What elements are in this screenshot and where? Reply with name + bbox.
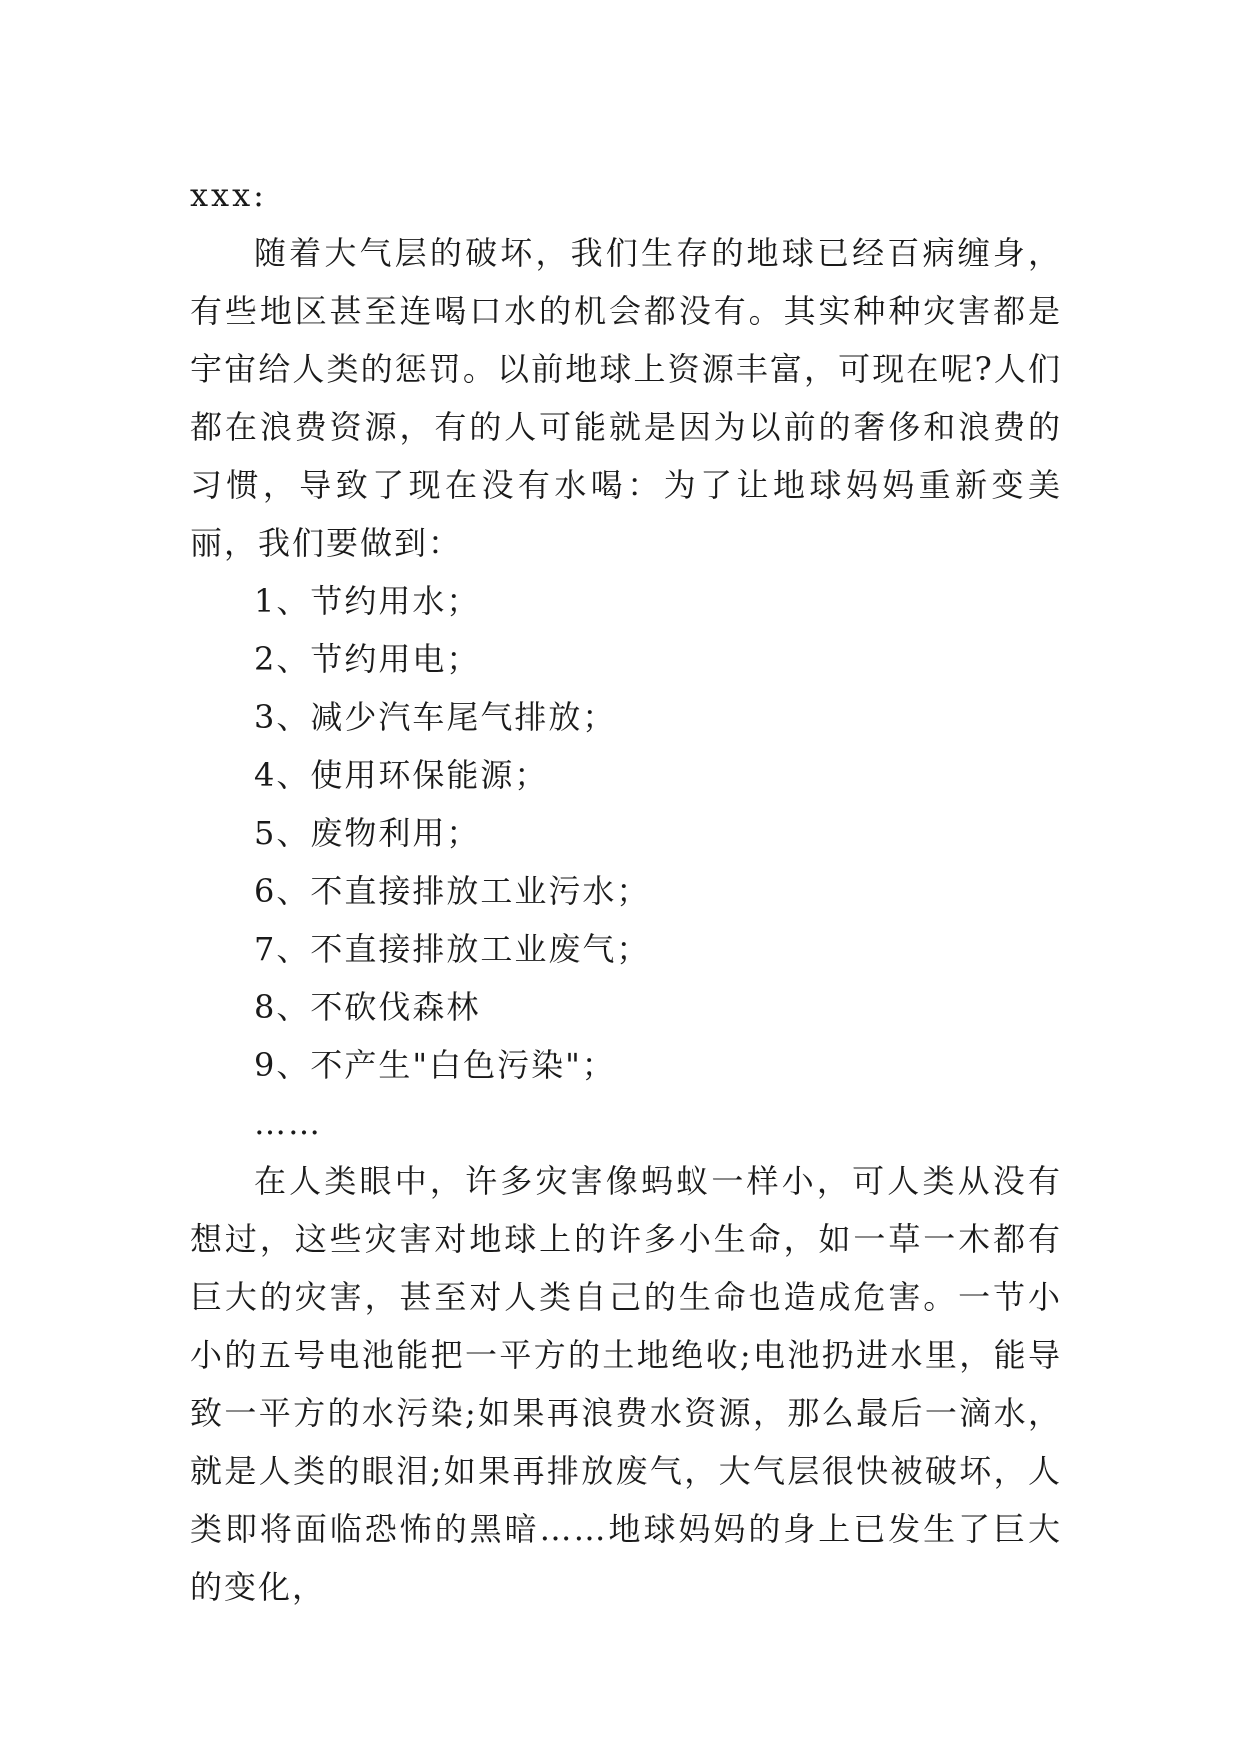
- list-item: 2、节约用电；: [254, 640, 481, 678]
- document-content: [190, 166, 1062, 1616]
- list-item: 1、节约用水；: [254, 582, 481, 620]
- intro-paragraph: 随着大气层的破坏，我们生存的地球已经百病缠身，有些地区甚至连喝口水的机会都没有。其实种种灾害都是宇宙给人类的惩罚。以前地球上资源丰富，可现在呢?人们都在浪费资源，有的人可能就是因为以前的奢侈和浪费的习惯，导致了现在没有水喝：为了让地球妈妈重新变美丽，我们要做到：: [190, 234, 1062, 562]
- salutation: xxx:: [190, 176, 267, 214]
- body-paragraph: 在人类眼中，许多灾害像蚂蚁一样小，可人类从没有想过，这些灾害对地球上的许多小生命，如一草一木都有巨大的灾害，甚至对人类自己的生命也造成危害。一节小小的五号电池能把一平方的土地绝收;电池扔进水里，能导致一平方的水污染;如果再浪费水资源，那么最后一滴水，就是人类的眼泪;如果再排放废气，大气层很快被破坏，人类即将面临恐怖的黑暗……地球妈妈的身上已发生了巨大的变化，: [190, 1162, 1062, 1606]
- list-ellipsis: ……: [254, 1104, 322, 1142]
- list-item: 6、不直接排放工业污水；: [254, 872, 651, 910]
- list-item: 3、减少汽车尾气排放；: [254, 698, 617, 736]
- list-item: 7、不直接排放工业废气；: [254, 930, 651, 968]
- list-item: 4、使用环保能源；: [254, 756, 549, 794]
- action-list: [190, 572, 1062, 1152]
- list-item: 5、废物利用；: [254, 814, 481, 852]
- list-item: 8、不砍伐森林: [254, 988, 481, 1026]
- list-item: 9、不产生"白色污染"；: [254, 1046, 616, 1084]
